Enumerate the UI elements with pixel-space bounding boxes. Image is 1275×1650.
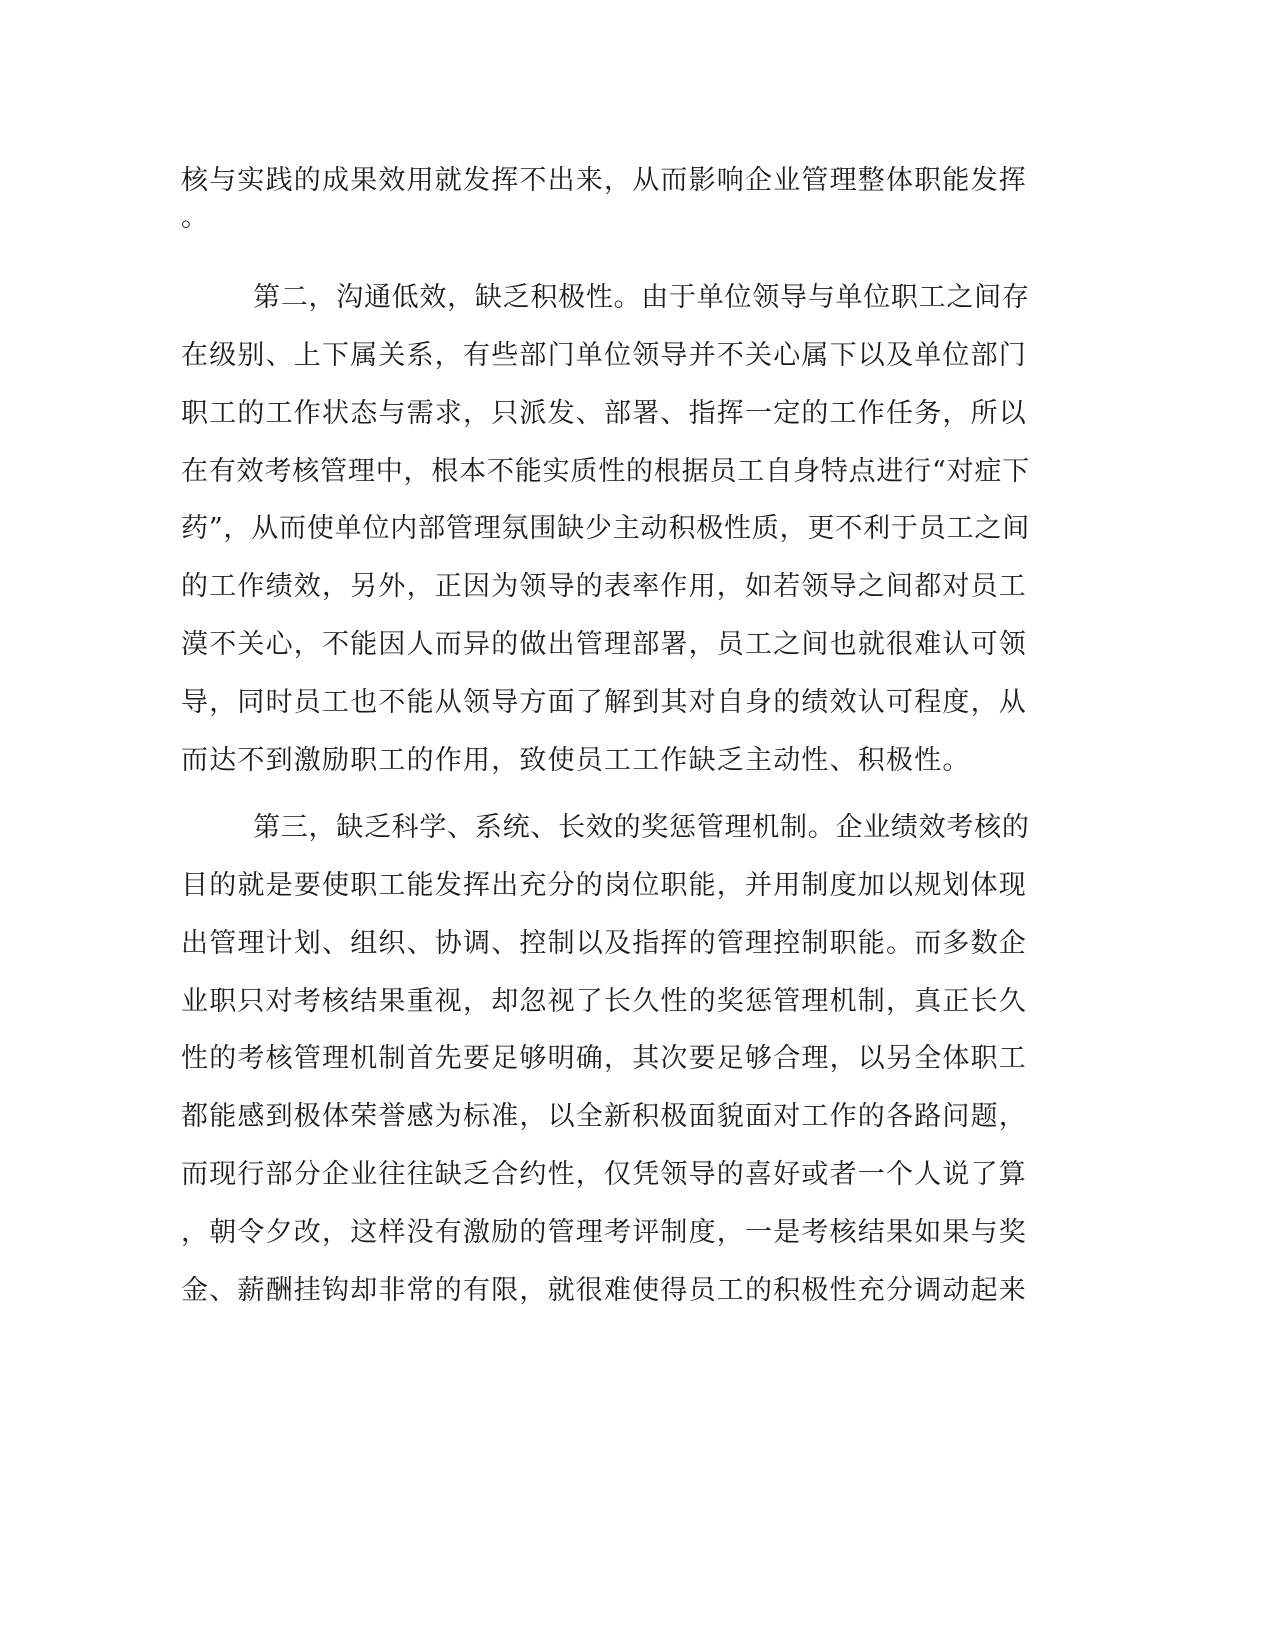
text-line: 核与实践的成果效用就发挥不出来，从而影响企业管理整体职能发挥: [181, 165, 1027, 196]
text-line: 药”，从而使单位内部管理氛围缺少主动积极性质，更不利于员工之间: [181, 513, 1031, 544]
text-line: ，朝令夕改，这样没有激励的管理考评制度，一是考核结果如果与奖: [181, 1217, 1027, 1248]
text-line: 目的就是要使职工能发挥出充分的岗位职能，并用制度加以规划体现: [181, 870, 1027, 901]
text-line: 导，同时员工也不能从领导方面了解到其对自身的绩效认可程度，从: [181, 687, 1027, 718]
text-line: 在有效考核管理中，根本不能实质性的根据员工自身特点进行“对症下: [181, 456, 1031, 487]
text-line: 的工作绩效，另外，正因为领导的表率作用，如若领导之间都对员工: [181, 571, 1027, 602]
text-line: 漠不关心，不能因人而异的做出管理部署，员工之间也就很难认可领: [181, 629, 1027, 660]
text-line: 金、薪酬挂钩却非常的有限，就很难使得员工的积极性充分调动起来: [181, 1275, 1027, 1306]
paragraph-start-line: 第二，沟通低效，缺乏积极性。由于单位领导与单位职工之间存: [253, 282, 1030, 313]
text-line: 。: [181, 202, 210, 233]
text-line: 业职只对考核结果重视，却忽视了长久性的奖惩管理机制，真正长久: [181, 986, 1027, 1017]
text-line: 出管理计划、组织、协调、控制以及指挥的管理控制职能。而多数企: [181, 928, 1027, 959]
text-line: 而现行部分企业往往缺乏合约性，仅凭领导的喜好或者一个人说了算: [181, 1159, 1027, 1190]
text-line: 性的考核管理机制首先要足够明确，其次要足够合理，以另全体职工: [181, 1043, 1027, 1074]
text-line: 在级别、上下属关系，有些部门单位领导并不关心属下以及单位部门: [181, 340, 1027, 371]
text-line: 职工的工作状态与需求，只派发、部署、指挥一定的工作任务，所以: [181, 398, 1027, 429]
text-line: 都能感到极体荣誉感为标准，以全新积极面貌面对工作的各路问题，: [181, 1101, 1027, 1132]
paragraph-start-line: 第三，缺乏科学、系统、长效的奖惩管理机制。企业绩效考核的: [253, 812, 1030, 843]
text-line: 而达不到激励职工的作用，致使员工工作缺乏主动性、积极性。: [181, 745, 971, 776]
